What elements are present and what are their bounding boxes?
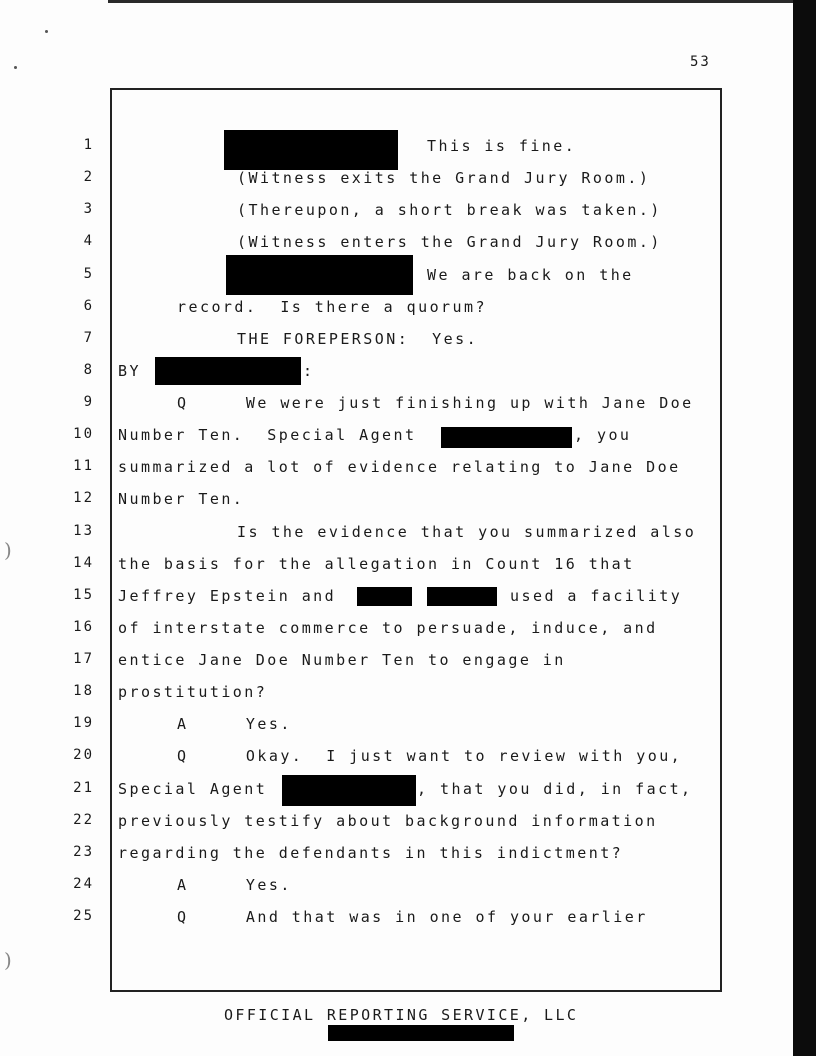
transcript-line: Jeffrey Epstein and — [118, 587, 337, 605]
line-number: 3 — [83, 201, 94, 217]
transcript-line: , that you did, in fact, — [417, 780, 693, 798]
scan-speck — [14, 66, 17, 69]
line-number: 5 — [83, 266, 94, 282]
transcript-line: (Witness exits the Grand Jury Room.) — [237, 169, 651, 187]
line-number: 8 — [83, 362, 94, 378]
redaction-bar — [357, 587, 412, 606]
transcript-line: the basis for the allegation in Count 16 that — [118, 555, 635, 573]
footer-redaction-bar — [328, 1025, 514, 1041]
transcript-line: : — [303, 362, 315, 380]
line-number: 7 — [83, 330, 94, 346]
frame-right-border — [720, 88, 722, 992]
transcript-line: of interstate commerce to persuade, induce, and — [118, 619, 658, 637]
transcript-line: Number Ten. Special Agent — [118, 426, 417, 444]
page-number: 53 — [690, 54, 711, 70]
transcript-line: (Witness enters the Grand Jury Room.) — [237, 233, 662, 251]
line-number: 11 — [73, 458, 94, 474]
transcript-line: used a facility — [510, 587, 683, 605]
transcript-line: previously testify about background information — [118, 812, 658, 830]
line-number: 2 — [83, 169, 94, 185]
line-number: 18 — [73, 683, 94, 699]
line-number: 16 — [73, 619, 94, 635]
transcript-line: (Thereupon, a short break was taken.) — [237, 201, 662, 219]
transcript-line: Is the evidence that you summarized also — [237, 523, 697, 541]
transcript-line: A Yes. — [177, 715, 292, 733]
transcript-line: BY — [118, 362, 141, 380]
line-number: 25 — [73, 908, 94, 924]
transcript-line: entice Jane Doe Number Ten to engage in — [118, 651, 566, 669]
line-number: 24 — [73, 876, 94, 892]
transcript-line: Q Okay. I just want to review with you, — [177, 747, 683, 765]
line-number: 9 — [83, 394, 94, 410]
line-number: 1 — [83, 137, 94, 153]
transcript-line: We are back on the — [427, 266, 634, 284]
scan-top-edge — [108, 0, 793, 3]
scan-right-edge — [793, 0, 816, 1056]
redaction-bar — [427, 587, 497, 606]
footer-reporter-name: OFFICIAL REPORTING SERVICE, LLC — [224, 1006, 579, 1024]
line-number: 6 — [83, 298, 94, 314]
transcript-line: record. Is there a quorum? — [177, 298, 487, 316]
transcript-line: Number Ten. — [118, 490, 245, 508]
transcript-line: Special Agent — [118, 780, 268, 798]
redaction-bar — [155, 357, 301, 385]
line-number: 12 — [73, 490, 94, 506]
frame-bottom-border — [110, 990, 722, 992]
transcript-line: , you — [574, 426, 632, 444]
binder-hole-mark: ) — [4, 538, 12, 562]
line-number: 21 — [73, 780, 94, 796]
line-number: 10 — [73, 426, 94, 442]
line-number: 13 — [73, 523, 94, 539]
redaction-bar — [226, 255, 413, 295]
redaction-bar — [282, 775, 416, 806]
redaction-bar — [441, 427, 572, 448]
transcript-line: This is fine. — [427, 137, 577, 155]
line-number: 15 — [73, 587, 94, 603]
line-number: 23 — [73, 844, 94, 860]
transcript-line: summarized a lot of evidence relating to Jane Doe — [118, 458, 681, 476]
line-number: 14 — [73, 555, 94, 571]
frame-top-border — [110, 88, 722, 90]
line-number: 4 — [83, 233, 94, 249]
redaction-bar — [224, 130, 398, 170]
transcript-line: A Yes. — [177, 876, 292, 894]
transcript-line: Q And that was in one of your earlier — [177, 908, 648, 926]
transcript-line: Q We were just finishing up with Jane Doe — [177, 394, 694, 412]
scan-speck — [45, 30, 48, 33]
transcript-line: prostitution? — [118, 683, 268, 701]
transcript-line: THE FOREPERSON: Yes. — [237, 330, 479, 348]
transcript-line: regarding the defendants in this indictment? — [118, 844, 624, 862]
line-number: 20 — [73, 747, 94, 763]
line-number: 17 — [73, 651, 94, 667]
line-number: 19 — [73, 715, 94, 731]
frame-left-border — [110, 88, 112, 992]
line-number: 22 — [73, 812, 94, 828]
binder-hole-mark: ) — [4, 948, 12, 972]
